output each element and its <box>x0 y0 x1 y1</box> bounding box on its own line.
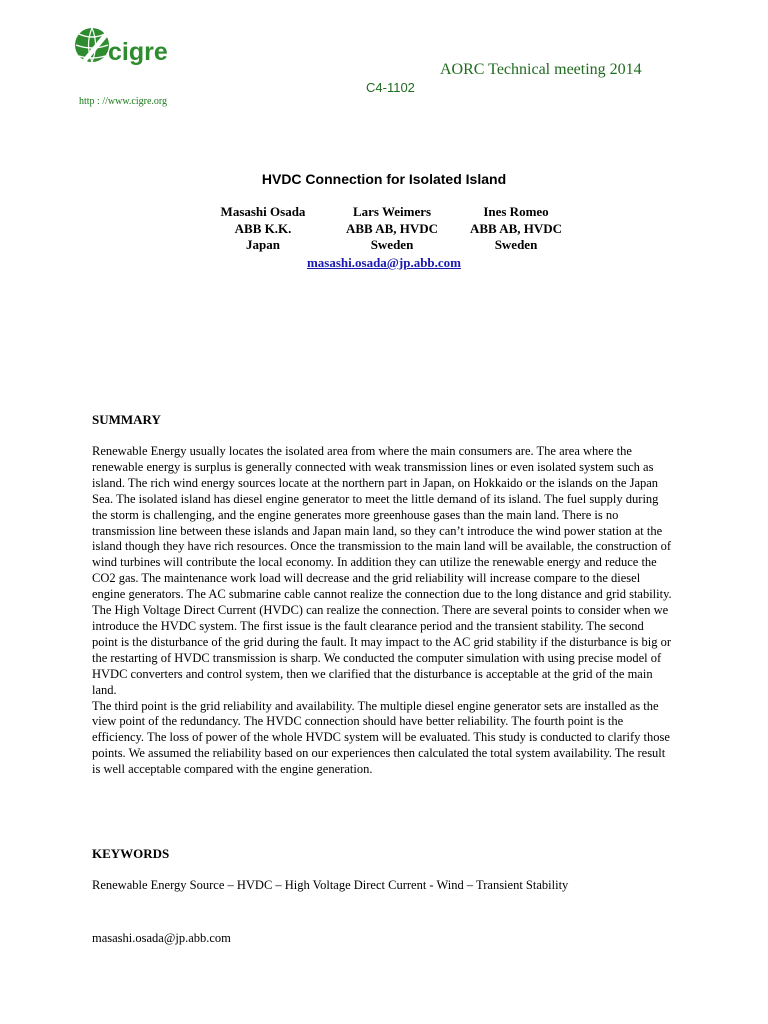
summary-paragraph: The third point is the grid reliability and availability. The multiple diesel engine generator sets are installed as the view point of the redundancy. The HVDC connection should have better reliability. The fourth point is the efficiency. The loss of power of the whole HVDC system will be evaluated. This study is conducted to clarify those points. We assumed the reliability based on our experiences then calculated the total system availability. The result is well acceptable compared with the engine generation. <box>92 698 670 777</box>
author-affiliation: ABB AB, HVDC <box>345 220 439 236</box>
author-affiliation: ABB AB, HVDC <box>469 220 563 236</box>
keywords-heading: KEYWORDS <box>92 846 170 861</box>
author-name: Lars Weimers <box>352 204 432 219</box>
summary-heading: SUMMARY <box>92 412 161 427</box>
contact-email-link[interactable]: masashi.osada@jp.abb.com <box>306 255 462 270</box>
author-block <box>436 204 596 254</box>
author-name: Masashi Osada <box>220 204 306 219</box>
author-country: Japan <box>246 237 280 252</box>
paper-code: C4-1102 <box>366 80 415 95</box>
keywords-text: Renewable Energy Source – HVDC – High Voltage Direct Current - Wind – Transient Stability <box>92 878 569 892</box>
summary-body <box>92 444 672 778</box>
author-country: Sweden <box>370 237 414 252</box>
cigre-logo <box>70 20 186 72</box>
author-country: Sweden <box>494 237 538 252</box>
author-name: Ines Romeo <box>483 204 549 219</box>
meeting-title: AORC Technical meeting 2014 <box>440 61 642 78</box>
summary-paragraph: Renewable Energy usually locates the isolated area from where the main consumers are. The area where the renewable energy is surplus is generally connected with weak transmission lines or even isolated system such as island. The rich wind energy sources locate at the northern part in Japan, on Hokkaido or the islands on the Japan Sea. The isolated island has diesel engine generator to meet the little demand of its island. The fuel supply during the storm is challenging, and the engine generates more greenhouse gases than the main land. There is no transmission line between these islands and Japan main land, so they can’t introduce the wind power station at the island though they have rich resources. Once the transmission to the main land will be available, the construction of wind turbines will contribute the local economy. In addition they can utilize the renewable energy and reduce the CO2 gas. The maintenance work load will decrease and the grid reliability will increase compare to the diesel engine generators. The AC submarine cable cannot realize the connection due to the long distance and grid stability. The High Voltage Direct Current (HVDC) can realize the connection. There are several points to consider when we introduce the HVDC system. The first issue is the fault clearance period and the transient stability. The second point is the disturbance of the grid during the fault. It may impact to the AC grid stability if the disturbance is big or the restarting of HVDC transmission is sharp. We conducted the computer simulation with using precise model of HVDC converters and control system, then we clarified that the disturbance is acceptable at the grid of the main land. <box>92 444 672 697</box>
footnote-email: masashi.osada@jp.abb.com <box>92 931 231 945</box>
paper-title: HVDC Connection for Isolated Island <box>261 171 507 187</box>
website-url[interactable]: http : //www.cigre.org <box>79 96 168 107</box>
author-affiliation: ABB K.K. <box>234 220 292 236</box>
logo-wordmark: cigre <box>108 38 168 66</box>
